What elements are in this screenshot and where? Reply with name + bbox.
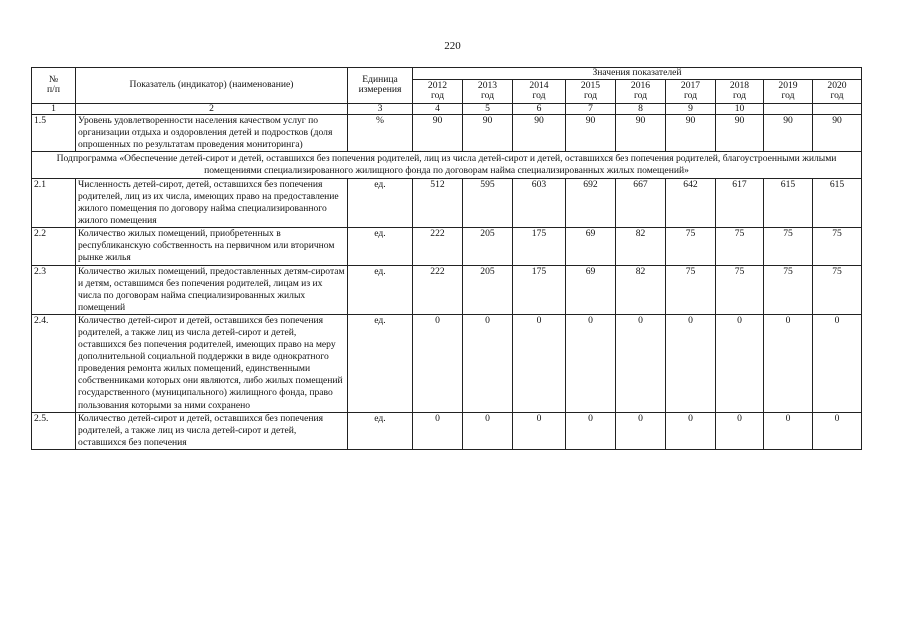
header-unit: Единица измерения xyxy=(348,68,413,104)
row-value: 90 xyxy=(813,114,862,151)
row-value: 222 xyxy=(413,265,463,314)
row-value: 0 xyxy=(764,412,813,449)
table-row xyxy=(32,178,862,227)
header-year-2014 xyxy=(513,79,566,103)
header-year-2013 xyxy=(463,79,513,103)
row-value: 90 xyxy=(716,114,764,151)
year-suffix: год xyxy=(732,90,747,102)
row-value: 90 xyxy=(566,114,616,151)
year-number: 2014 xyxy=(529,79,549,91)
row-value: 0 xyxy=(616,412,666,449)
row-value: 642 xyxy=(666,178,716,227)
row-num: 2.4. xyxy=(32,314,76,412)
row-value: 69 xyxy=(566,265,616,314)
column-number: 3 xyxy=(348,103,413,114)
year-suffix: год xyxy=(583,90,598,102)
header-year-2019 xyxy=(764,79,813,103)
column-number: 1 xyxy=(32,103,76,114)
row-value: 205 xyxy=(463,228,513,265)
page-number: 220 xyxy=(444,40,461,52)
row-value: 90 xyxy=(666,114,716,151)
row-value: 75 xyxy=(666,228,716,265)
row-value: 0 xyxy=(813,412,862,449)
header-year-2017 xyxy=(666,79,716,103)
header-year-2012 xyxy=(413,79,463,103)
year-number: 2013 xyxy=(477,79,498,91)
row-value: 90 xyxy=(616,114,666,151)
header-values-group: Значения показателей xyxy=(413,68,862,80)
table-row xyxy=(32,412,862,449)
row-unit: ед. xyxy=(348,314,413,412)
row-value: 603 xyxy=(513,178,566,227)
column-number: 2 xyxy=(76,103,348,114)
row-value: 82 xyxy=(616,228,666,265)
row-value: 175 xyxy=(513,265,566,314)
year-number: 2015 xyxy=(580,79,601,91)
column-number: 9 xyxy=(666,103,716,114)
row-value: 222 xyxy=(413,228,463,265)
year-suffix: год xyxy=(781,90,795,102)
row-indicator: Количество детей-сирот и детей, оставшихся без попечения родителей, а также лиц из числа детей-сирот и детей, оставшихся без попечения xyxy=(76,412,348,449)
column-number: 8 xyxy=(616,103,666,114)
row-value: 90 xyxy=(513,114,566,151)
column-number: 4 xyxy=(413,103,463,114)
year-suffix: год xyxy=(430,90,445,102)
row-value: 595 xyxy=(463,178,513,227)
row-value: 0 xyxy=(813,314,862,412)
year-suffix: год xyxy=(633,90,648,102)
row-value: 0 xyxy=(716,314,764,412)
row-unit: ед. xyxy=(348,412,413,449)
header-num: № п/п xyxy=(32,68,76,104)
row-value: 0 xyxy=(413,412,463,449)
indicators-table xyxy=(31,67,862,450)
row-unit: ед. xyxy=(348,265,413,314)
row-value: 90 xyxy=(463,114,513,151)
year-suffix: год xyxy=(830,90,844,102)
row-indicator: Количество детей-сирот и детей, оставшихся без попечения родителей, а также лиц из числа детей-сирот и детей, оставшихся без попечения родителей, имеющих право на меру дополнительной социальной поддержки в виде однократного проведения ремонта жилых помещений, единственными собственниками которых они являются, либо жилых помещений государственного (муниципального) жилищного фонда, право пользования которыми за ними сохранено xyxy=(76,314,348,412)
header-year-2020 xyxy=(813,79,862,103)
row-unit: ед. xyxy=(348,178,413,227)
year-number: 2016 xyxy=(630,79,651,91)
header-year-2015 xyxy=(566,79,616,103)
column-number: 10 xyxy=(716,103,764,114)
row-value: 615 xyxy=(813,178,862,227)
row-indicator: Уровень удовлетворенности населения качеством услуг по организации отдыха и оздоровления детей и подростков (доля опрошенных по результатам проведения мониторинга) xyxy=(76,114,348,151)
row-num: 2.2 xyxy=(32,228,76,265)
table-row xyxy=(32,265,862,314)
row-indicator: Количество жилых помещений, предоставленных детям-сиротам и детям, оставшимся без попечения родителей, лицам из их числа по договорам найма специализированных жилых помещений xyxy=(76,265,348,314)
row-unit: ед. xyxy=(348,228,413,265)
header-indicator: Показатель (индикатор) (наименование) xyxy=(76,68,348,104)
row-value: 0 xyxy=(463,412,513,449)
row-num: 1.5 xyxy=(32,114,76,151)
row-value: 90 xyxy=(764,114,813,151)
year-number: 2018 xyxy=(729,79,750,91)
column-number xyxy=(764,103,813,114)
row-value: 75 xyxy=(764,265,813,314)
row-value: 0 xyxy=(413,314,463,412)
subprogram-row xyxy=(32,151,862,178)
row-value: 75 xyxy=(666,265,716,314)
row-num: 2.1 xyxy=(32,178,76,227)
year-suffix: год xyxy=(480,90,495,102)
row-value: 667 xyxy=(616,178,666,227)
row-value: 617 xyxy=(716,178,764,227)
row-indicator: Численность детей-сирот, детей, оставшихся без попечения родителей, лиц из их числа, имеющих право на предоставление жилого помещения по договору найма специализированного жилого помещения xyxy=(76,178,348,227)
row-value: 75 xyxy=(813,228,862,265)
row-value: 69 xyxy=(566,228,616,265)
year-number: 2012 xyxy=(427,79,448,91)
year-suffix: год xyxy=(532,90,546,102)
row-value: 0 xyxy=(666,412,716,449)
header-column-numbers xyxy=(32,103,862,114)
row-value: 75 xyxy=(813,265,862,314)
row-value: 0 xyxy=(616,314,666,412)
table-row xyxy=(32,114,862,151)
row-value: 175 xyxy=(513,228,566,265)
row-num: 2.3 xyxy=(32,265,76,314)
row-unit: % xyxy=(348,114,413,151)
year-number: 2020 xyxy=(827,79,847,91)
row-value: 0 xyxy=(716,412,764,449)
column-number: 7 xyxy=(566,103,616,114)
table-row xyxy=(32,228,862,265)
row-value: 512 xyxy=(413,178,463,227)
row-value: 82 xyxy=(616,265,666,314)
column-number xyxy=(813,103,862,114)
table-row xyxy=(32,314,862,412)
row-value: 0 xyxy=(513,314,566,412)
row-value: 0 xyxy=(463,314,513,412)
row-value: 615 xyxy=(764,178,813,227)
year-suffix: год xyxy=(683,90,698,102)
column-number: 5 xyxy=(463,103,513,114)
row-indicator: Количество жилых помещений, приобретенных в республиканскую собственность на первичном или вторичном рынке жилья xyxy=(76,228,348,265)
header-year-2016 xyxy=(616,79,666,103)
row-value: 75 xyxy=(764,228,813,265)
row-value: 90 xyxy=(413,114,463,151)
header-year-2018 xyxy=(716,79,764,103)
row-value: 0 xyxy=(513,412,566,449)
row-value: 0 xyxy=(764,314,813,412)
row-num: 2.5. xyxy=(32,412,76,449)
year-number: 2017 xyxy=(680,79,701,91)
row-value: 75 xyxy=(716,265,764,314)
column-number: 6 xyxy=(513,103,566,114)
row-value: 0 xyxy=(566,314,616,412)
row-value: 0 xyxy=(566,412,616,449)
year-number: 2019 xyxy=(778,79,798,91)
subprogram-title: Подпрограмма «Обеспечение детей-сирот и детей, оставшихся без попечения родителей, лиц из числа детей-сирот и детей, оставшихся без попечения родителей, благоустроенными жилыми помещениями специализированного жилищного фонда по договорам найма специализированных жилых помещений» xyxy=(32,151,862,178)
row-value: 75 xyxy=(716,228,764,265)
row-value: 0 xyxy=(666,314,716,412)
row-value: 205 xyxy=(463,265,513,314)
row-value: 692 xyxy=(566,178,616,227)
